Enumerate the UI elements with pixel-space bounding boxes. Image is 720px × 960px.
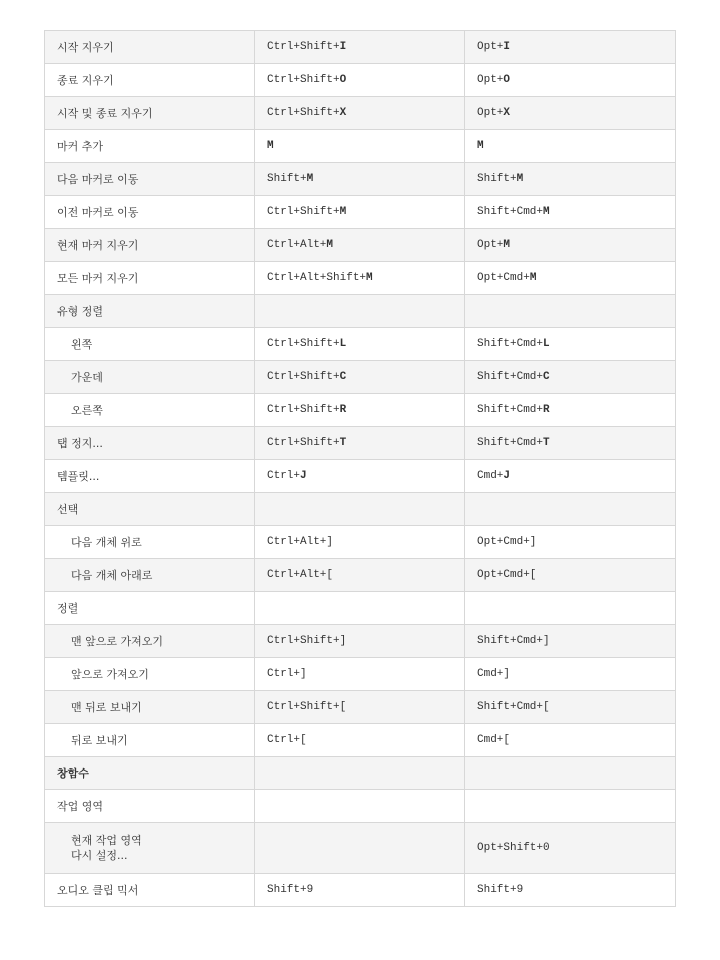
command-label: 오디오 클립 믹서	[45, 874, 255, 907]
shortcut-key: J	[300, 469, 307, 482]
shortcut-modifiers: Shift+Cmd+	[477, 370, 544, 383]
mac-shortcut	[465, 295, 676, 328]
table-row	[45, 64, 676, 97]
windows-shortcut: Ctrl+Shift+]	[255, 625, 465, 658]
mac-shortcut	[465, 394, 676, 427]
mac-shortcut: Cmd+[	[465, 724, 676, 757]
windows-shortcut	[255, 790, 465, 823]
label-line: 현재 작업 영역	[71, 834, 142, 847]
shortcut-key: M	[529, 271, 537, 284]
table-row	[45, 394, 676, 427]
shortcut-key: X	[339, 106, 347, 119]
command-label: 다음 마커로 이동	[45, 163, 255, 196]
mac-shortcut	[465, 427, 676, 460]
command-label: 다음 개체 위로	[45, 526, 255, 559]
mac-shortcut	[465, 262, 676, 295]
shortcut-modifiers: Opt+	[477, 40, 504, 53]
table-row	[45, 790, 676, 823]
table-row	[45, 874, 676, 907]
table-row	[45, 559, 676, 592]
windows-shortcut	[255, 757, 465, 790]
table-row	[45, 460, 676, 493]
shortcut-key: I	[339, 40, 347, 53]
shortcut-modifiers: Shift+Cmd+	[477, 337, 544, 350]
shortcut-modifiers: Ctrl+Shift+	[267, 40, 340, 53]
shortcut-modifiers: Opt+	[477, 73, 504, 86]
shortcut-modifiers: Cmd+	[477, 469, 504, 482]
mac-shortcut	[465, 130, 676, 163]
shortcut-key: C	[543, 370, 550, 383]
table-row	[45, 823, 676, 874]
windows-shortcut	[255, 31, 465, 64]
shortcut-key: M	[366, 271, 373, 284]
table-row	[45, 163, 676, 196]
shortcut-key: X	[503, 106, 511, 119]
mac-shortcut	[465, 229, 676, 262]
windows-shortcut: Ctrl+Shift+[	[255, 691, 465, 724]
windows-shortcut: Ctrl+Alt+]	[255, 526, 465, 559]
mac-shortcut	[465, 460, 676, 493]
command-label: 왼쪽	[45, 328, 255, 361]
windows-shortcut	[255, 64, 465, 97]
shortcut-key: J	[503, 469, 511, 482]
command-label: 이전 마커로 이동	[45, 196, 255, 229]
command-label: 뒤로 보내기	[45, 724, 255, 757]
windows-shortcut	[255, 427, 465, 460]
shortcut-modifiers: Ctrl+Shift+	[267, 73, 340, 86]
mac-shortcut	[465, 493, 676, 526]
shortcut-modifiers: Ctrl+Shift+	[267, 436, 340, 449]
shortcut-key: M	[543, 205, 550, 218]
shortcut-modifiers: Shift+Cmd+	[477, 436, 544, 449]
shortcut-modifiers: Opt+Cmd+	[477, 271, 530, 284]
table-row	[45, 31, 676, 64]
windows-shortcut	[255, 163, 465, 196]
shortcut-key: M	[326, 238, 334, 251]
table-row	[45, 196, 676, 229]
shortcut-table-container	[44, 30, 675, 907]
shortcut-modifiers: Shift+	[477, 172, 517, 185]
table-row	[45, 493, 676, 526]
windows-shortcut: Ctrl+]	[255, 658, 465, 691]
mac-shortcut: Opt+Shift+0	[465, 823, 676, 874]
command-label: 템플릿...	[45, 460, 255, 493]
table-row	[45, 691, 676, 724]
shortcut-key: M	[503, 238, 511, 251]
table-row	[45, 295, 676, 328]
command-label: 정렬	[45, 592, 255, 625]
command-label	[45, 823, 255, 874]
table-row	[45, 328, 676, 361]
shortcut-key: I	[503, 40, 511, 53]
shortcut-modifiers: Shift+Cmd+	[477, 403, 544, 416]
windows-shortcut: Shift+9	[255, 874, 465, 907]
shortcut-modifiers: Ctrl+Shift+	[267, 337, 340, 350]
shortcut-key: M	[477, 139, 484, 152]
table-row	[45, 130, 676, 163]
mac-shortcut: Shift+9	[465, 874, 676, 907]
windows-shortcut	[255, 460, 465, 493]
command-label: 현재 마커 지우기	[45, 229, 255, 262]
windows-shortcut	[255, 196, 465, 229]
windows-shortcut	[255, 295, 465, 328]
shortcut-key: M	[267, 139, 274, 152]
table-row	[45, 229, 676, 262]
table-row	[45, 658, 676, 691]
shortcut-key: T	[543, 436, 550, 449]
shortcut-key: M	[339, 205, 347, 218]
mac-shortcut	[465, 790, 676, 823]
mac-shortcut: Shift+Cmd+]	[465, 625, 676, 658]
shortcut-key: M	[516, 172, 524, 185]
shortcut-modifiers: Ctrl+Shift+	[267, 205, 340, 218]
shortcut-key: M	[306, 172, 314, 185]
table-row	[45, 757, 676, 790]
shortcut-key: T	[339, 436, 347, 449]
command-label: 앞으로 가져오기	[45, 658, 255, 691]
shortcut-table-body	[45, 31, 676, 907]
shortcut-modifiers: Ctrl+	[267, 469, 301, 482]
shortcut-modifiers: Ctrl+Alt+	[267, 238, 327, 251]
command-label: 모든 마커 지우기	[45, 262, 255, 295]
mac-shortcut: Cmd+]	[465, 658, 676, 691]
table-row	[45, 97, 676, 130]
command-label: 시작 및 종료 지우기	[45, 97, 255, 130]
windows-shortcut	[255, 394, 465, 427]
shortcut-modifiers: Shift+Cmd+	[477, 205, 544, 218]
command-label: 오른쪽	[45, 394, 255, 427]
windows-shortcut: Ctrl+[	[255, 724, 465, 757]
command-label: 가운데	[45, 361, 255, 394]
command-label: 유형 정렬	[45, 295, 255, 328]
command-label: 탭 정지...	[45, 427, 255, 460]
mac-shortcut	[465, 163, 676, 196]
command-label: 맨 앞으로 가져오기	[45, 625, 255, 658]
shortcut-key: L	[543, 337, 550, 350]
shortcut-key: R	[339, 403, 347, 416]
windows-shortcut	[255, 262, 465, 295]
command-label: 시작 지우기	[45, 31, 255, 64]
shortcut-modifiers: Opt+	[477, 106, 504, 119]
table-row	[45, 427, 676, 460]
command-label: 맨 뒤로 보내기	[45, 691, 255, 724]
windows-shortcut	[255, 592, 465, 625]
windows-shortcut: Ctrl+Alt+[	[255, 559, 465, 592]
command-label: 선택	[45, 493, 255, 526]
mac-shortcut: Shift+Cmd+[	[465, 691, 676, 724]
mac-shortcut: Opt+Cmd+[	[465, 559, 676, 592]
table-row	[45, 724, 676, 757]
mac-shortcut	[465, 97, 676, 130]
mac-shortcut	[465, 31, 676, 64]
command-label: 다음 개체 아래로	[45, 559, 255, 592]
table-row	[45, 262, 676, 295]
windows-shortcut	[255, 361, 465, 394]
windows-shortcut	[255, 823, 465, 874]
mac-shortcut	[465, 592, 676, 625]
shortcut-modifiers: Ctrl+Alt+Shift+	[267, 271, 367, 284]
mac-shortcut	[465, 64, 676, 97]
shortcut-key: L	[339, 337, 347, 350]
mac-shortcut	[465, 757, 676, 790]
shortcut-modifiers: Ctrl+Shift+	[267, 403, 340, 416]
shortcut-modifiers: Opt+	[477, 238, 504, 251]
shortcut-key: O	[339, 73, 347, 86]
command-label: 작업 영역	[45, 790, 255, 823]
shortcut-modifiers: Ctrl+Shift+	[267, 370, 340, 383]
command-label: 종료 지우기	[45, 64, 255, 97]
table-row	[45, 592, 676, 625]
table-row	[45, 526, 676, 559]
shortcut-table	[44, 30, 676, 907]
command-label: 마커 추가	[45, 130, 255, 163]
shortcut-modifiers: Ctrl+Shift+	[267, 106, 340, 119]
mac-shortcut	[465, 328, 676, 361]
mac-shortcut	[465, 361, 676, 394]
windows-shortcut	[255, 229, 465, 262]
label-line: 다시 설정...	[71, 849, 128, 862]
table-row	[45, 361, 676, 394]
shortcut-key: C	[339, 370, 347, 383]
mac-shortcut	[465, 196, 676, 229]
windows-shortcut	[255, 97, 465, 130]
shortcut-modifiers: Shift+	[267, 172, 307, 185]
shortcut-key: R	[543, 403, 550, 416]
windows-shortcut	[255, 493, 465, 526]
shortcut-key: O	[503, 73, 511, 86]
mac-shortcut: Opt+Cmd+]	[465, 526, 676, 559]
command-label: 창함수	[45, 757, 255, 790]
table-row	[45, 625, 676, 658]
windows-shortcut	[255, 130, 465, 163]
windows-shortcut	[255, 328, 465, 361]
